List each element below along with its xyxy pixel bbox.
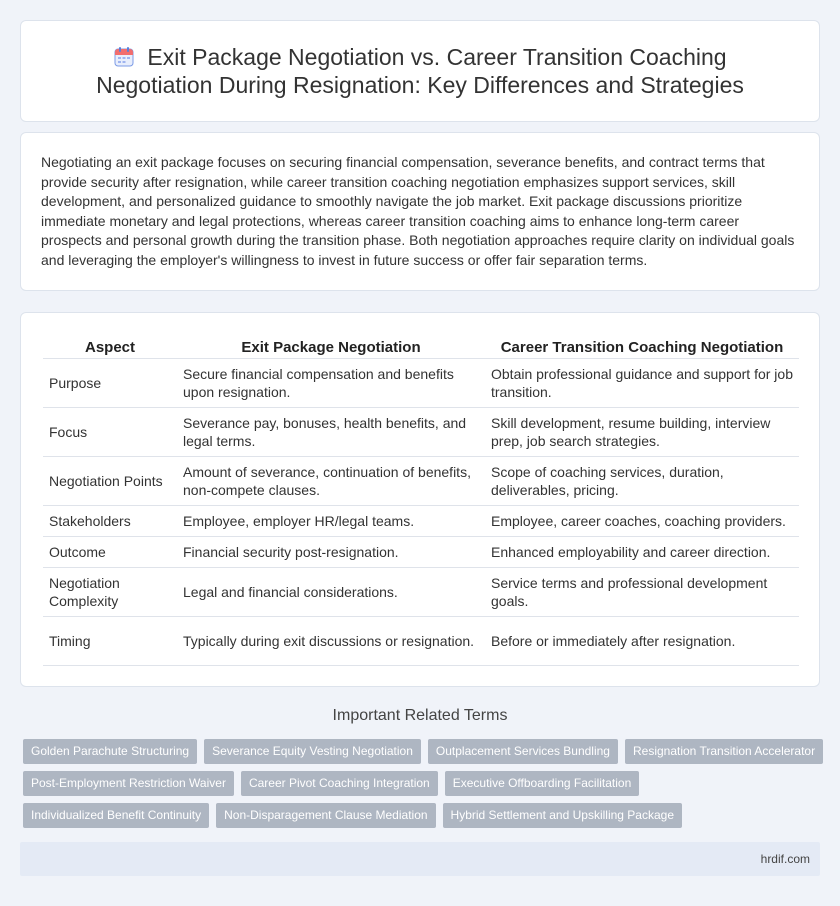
tag-row — [23, 803, 823, 828]
page-title — [61, 43, 779, 99]
page-title-text: Exit Package Negotiation vs. Career Transition Coaching Negotiation During Resignation: Key Differences and Strategies — [96, 44, 744, 98]
related-term-tag[interactable]: Career Pivot Coaching Integration — [241, 771, 438, 796]
table-cell: Enhanced employability and career direction. — [485, 537, 799, 568]
header-career-coaching: Career Transition Coaching Negotiation — [485, 331, 799, 359]
table-cell: Outcome — [43, 537, 177, 568]
intro-card — [20, 132, 820, 291]
table-cell: Financial security post-resignation. — [177, 537, 485, 568]
related-term-tag[interactable]: Executive Offboarding Facilitation — [445, 771, 640, 796]
related-terms-list — [23, 739, 823, 835]
table-cell: Employee, career coaches, coaching providers. — [485, 506, 799, 537]
table-row — [43, 457, 799, 506]
related-term-tag[interactable]: Resignation Transition Accelerator — [625, 739, 823, 764]
table-cell: Scope of coaching services, duration, deliverables, pricing. — [485, 457, 799, 506]
intro-paragraph: Negotiating an exit package focuses on securing financial compensation, severance benefits, and contract terms that provide security after resignation, while career transition coaching negotiation emphasizes support services, skill development, and personalized guidance to smoothly navigate the job market. Exit package discussions prioritize immediate monetary and legal protections, whereas career transition coaching aims to enhance long-term career prospects and personal growth during the transition phase. Both negotiation approaches require clarity on individual goals and leveraging the employer's willingness to invest in future success or offer fair separation terms. — [41, 154, 795, 268]
table-cell: Purpose — [43, 359, 177, 408]
table-cell: Negotiation Points — [43, 457, 177, 506]
table-cell: Typically during exit discussions or resignation. — [177, 617, 485, 666]
related-term-tag[interactable]: Non-Disparagement Clause Mediation — [216, 803, 435, 828]
table-row — [43, 568, 799, 617]
table-row — [43, 359, 799, 408]
table-cell: Stakeholders — [43, 506, 177, 537]
table-cell: Legal and financial considerations. — [177, 568, 485, 617]
table-cell: Timing — [43, 617, 177, 666]
table-cell: Amount of severance, continuation of benefits, non-compete clauses. — [177, 457, 485, 506]
table-cell: Obtain professional guidance and support for job transition. — [485, 359, 799, 408]
related-term-tag[interactable]: Individualized Benefit Continuity — [23, 803, 209, 828]
table-row — [43, 617, 799, 666]
table-cell: Severance pay, bonuses, health benefits, and legal terms. — [177, 408, 485, 457]
table-row — [43, 408, 799, 457]
table-cell: Secure financial compensation and benefits upon resignation. — [177, 359, 485, 408]
table-cell: Service terms and professional development goals. — [485, 568, 799, 617]
footer-site-link[interactable]: hrdif.com — [760, 852, 810, 866]
tag-row — [23, 739, 823, 764]
table-cell: Before or immediately after resignation. — [485, 617, 799, 666]
comparison-table — [43, 331, 799, 666]
table-header-row — [43, 331, 799, 359]
related-terms-title: Important Related Terms — [332, 707, 508, 724]
table-cell: Skill development, resume building, interview prep, job search strategies. — [485, 408, 799, 457]
related-term-tag[interactable]: Post-Employment Restriction Waiver — [23, 771, 234, 796]
table-row — [43, 506, 799, 537]
footer — [20, 842, 820, 876]
table-cell: Negotiation Complexity — [43, 568, 177, 617]
related-term-tag[interactable]: Severance Equity Vesting Negotiation — [204, 739, 421, 764]
calendar-icon — [113, 46, 135, 68]
header-aspect: Aspect — [43, 331, 177, 359]
comparison-card — [20, 312, 820, 687]
tag-row — [23, 771, 823, 796]
related-term-tag[interactable]: Outplacement Services Bundling — [428, 739, 618, 764]
title-card — [20, 20, 820, 122]
related-term-tag[interactable]: Hybrid Settlement and Upskilling Package — [443, 803, 682, 828]
header-exit-package: Exit Package Negotiation — [177, 331, 485, 359]
table-cell: Focus — [43, 408, 177, 457]
table-cell: Employee, employer HR/legal teams. — [177, 506, 485, 537]
table-row — [43, 537, 799, 568]
related-term-tag[interactable]: Golden Parachute Structuring — [23, 739, 197, 764]
